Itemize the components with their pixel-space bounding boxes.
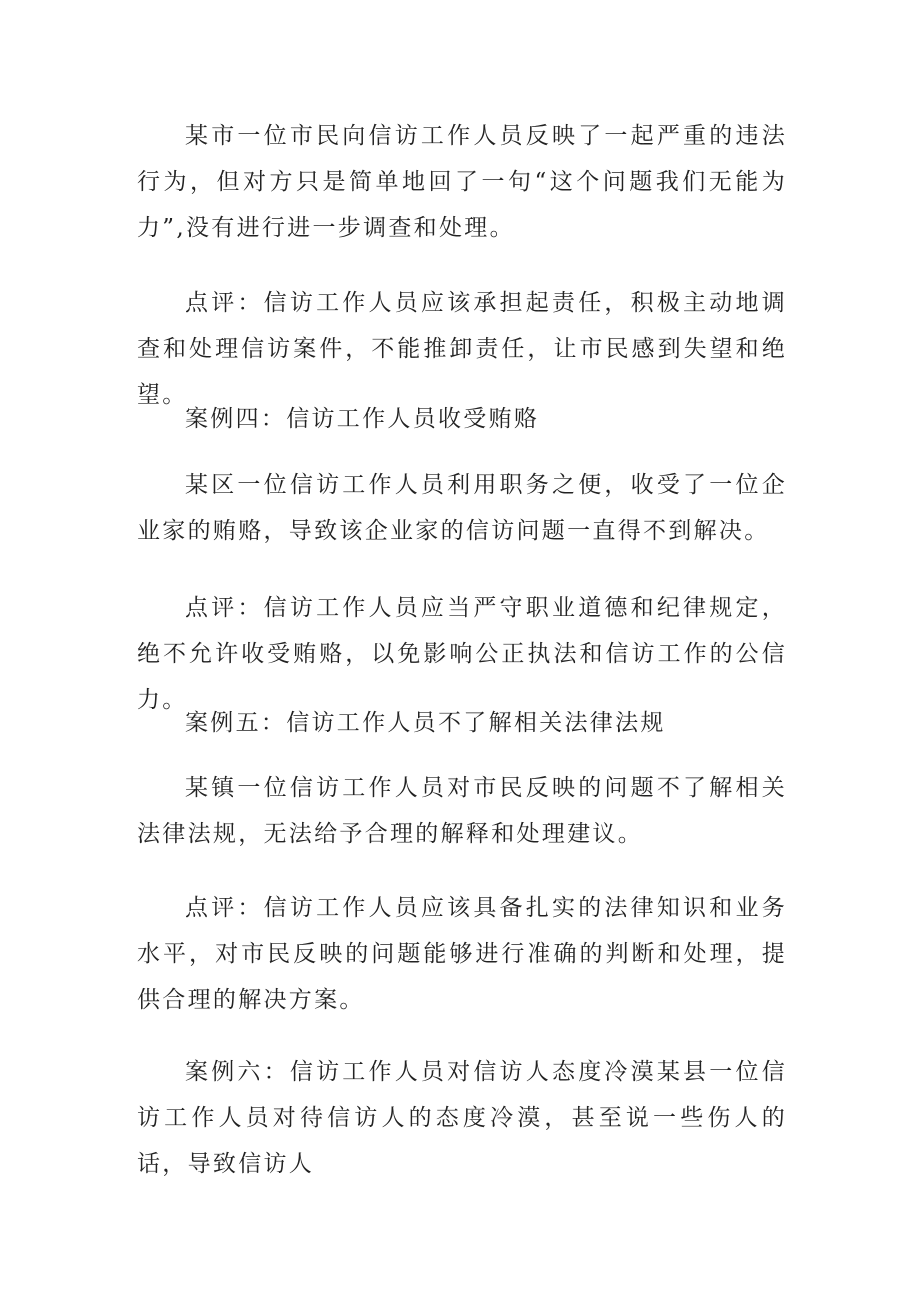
paragraph-case-four-description: 某区一位信访工作人员利用职务之便，收受了一位企业家的贿赂，导致该企业家的信访问题一直得不到解决。 [137, 472, 787, 544]
paragraph-case-three-comment: 点评：信访工作人员应该承担起责任，积极主动地调查和处理信访案件，不能推卸责任，让市民感到失望和绝望。 [137, 290, 787, 408]
heading-case-four: 案例四：信访工作人员收受贿赂 [185, 406, 540, 432]
paragraph-case-three-description: 某市一位市民向信访工作人员反映了一起严重的违法行为，但对方只是简单地回了一句“这个问题我们无能为力”,没有进行进一步调查和处理。 [137, 123, 787, 241]
paragraph-case-five-description: 某镇一位信访工作人员对市民反映的问题不了解相关法律法规，无法给予合理的解释和处理建议。 [137, 775, 787, 847]
heading-case-five: 案例五：信访工作人员不了解相关法律法规 [185, 710, 666, 736]
paragraph-case-five-comment: 点评：信访工作人员应该具备扎实的法律知识和业务水平，对市民反映的问题能够进行准确的判断和处理，提供合理的解决方案。 [137, 895, 787, 1013]
paragraph-case-four-comment: 点评：信访工作人员应当严守职业道德和纪律规定，绝不允许收受贿赂，以免影响公正执法和信访工作的公信力。 [137, 595, 787, 713]
paragraph-case-six: 案例六：信访工作人员对信访人态度冷漠某县一位信访工作人员对待信访人的态度冷漠，甚至说一些伤人的话，导致信访人 [137, 1059, 787, 1177]
